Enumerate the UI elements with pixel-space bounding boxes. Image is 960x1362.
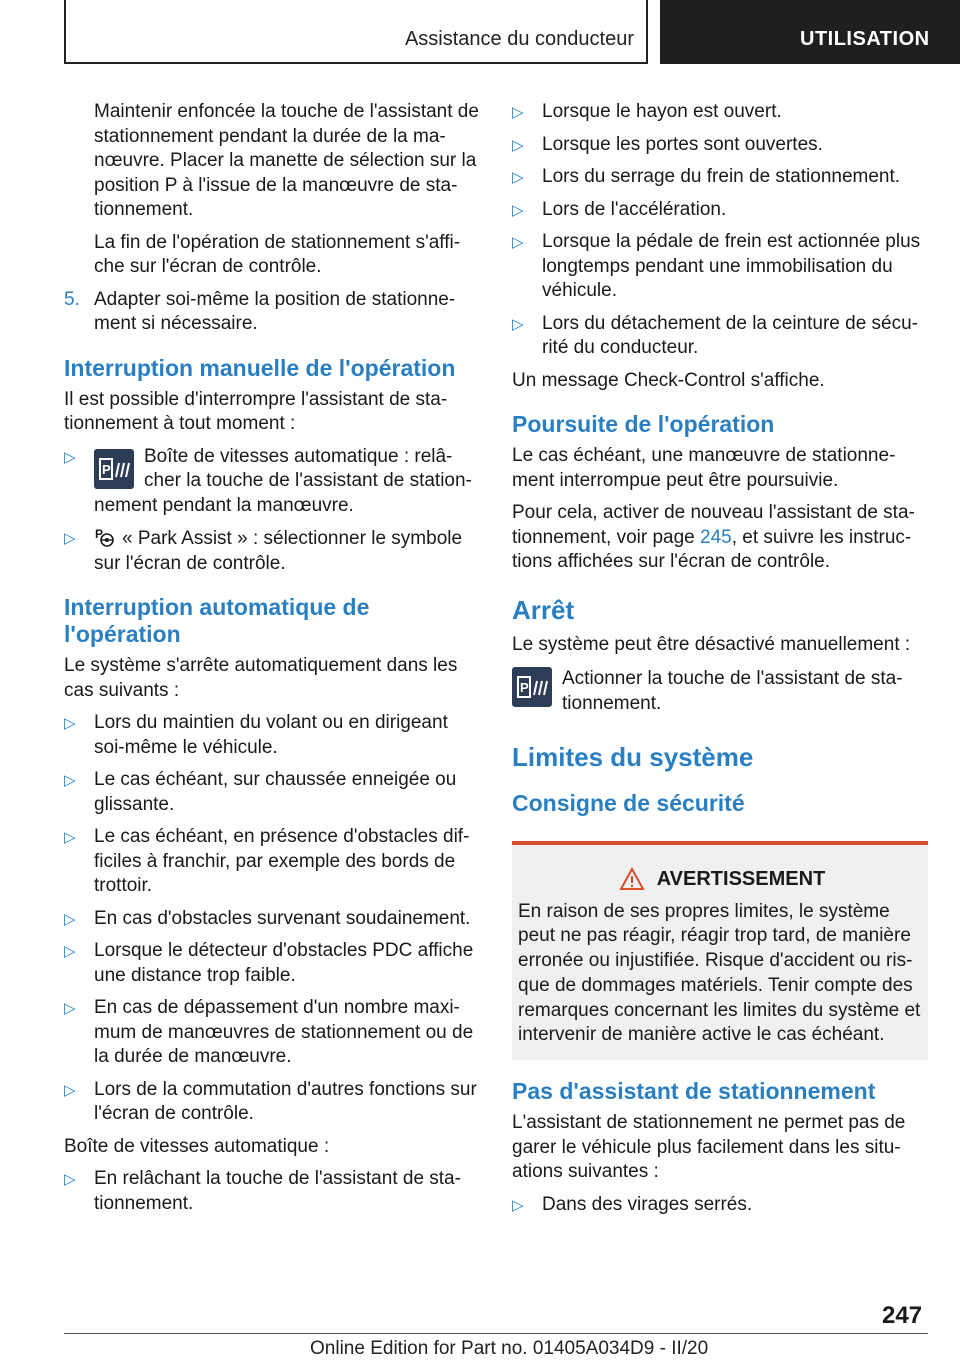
park-assist-symbol-icon: [94, 526, 116, 548]
triangle-right-icon: ▷: [64, 530, 76, 547]
park-assist-button-icon: [512, 667, 552, 707]
section-heading: Arrêt: [512, 594, 575, 625]
action-text: Actionner la touche de l'assistant de sta‐ tionnement.: [562, 668, 903, 714]
triangle-right-icon: ▷: [64, 1171, 76, 1188]
list-item-text: Lorsque le hayon est ouvert.: [542, 101, 782, 122]
list-item: [64, 1078, 482, 1127]
list-item-text: Le cas échéant, sur chaussée enneigée ou glissante.: [94, 769, 457, 815]
list-item: [64, 768, 482, 817]
list-item-text: En cas d'obstacles survenant soudainement.: [94, 907, 471, 929]
list-item: [512, 230, 928, 304]
list-item: [512, 100, 928, 125]
triangle-right-icon: ▷: [512, 315, 524, 333]
paragraph: Boîte de vitesses automatique :: [64, 1135, 330, 1157]
paragraph-text: Pour cela, activer de nouveau l'assistant de sta‐ tionnement, voir page: [512, 502, 915, 548]
triangle-right-icon: ▷: [512, 1196, 524, 1214]
list-item: [512, 133, 928, 158]
warning-title-text: AVERTISSEMENT: [656, 868, 826, 890]
page-reference-link[interactable]: 245: [700, 526, 732, 548]
page-number: 247: [882, 1302, 923, 1329]
list-item-text: « Park Assist » : sélectionner le symbole sur l'écran de contrôle.: [94, 528, 463, 574]
list-item-text: Lorsque le détecteur d'obstacles PDC affiche une distance trop faible.: [94, 940, 474, 986]
list-item-text: Lors de la commutation d'autres fonctions sur l'écran de contrôle.: [94, 1078, 477, 1124]
list-item-text: Le cas échéant, en présence d'obstacles dif‐ ficiles à franchir, par exemple des bords de trottoir.: [94, 826, 470, 896]
list-item-text: Lors de l'accélération.: [542, 198, 727, 220]
action-step: [512, 667, 928, 716]
paragraph: Un message Check-Control s'affiche.: [512, 369, 825, 391]
list-item-text: Lors du serrage du frein de stationnement.: [542, 166, 901, 187]
list-item: [64, 939, 482, 988]
paragraph: Il est possible d'interrompre l'assistant de sta‐ tionnement à tout moment :: [64, 388, 448, 434]
paragraph: L'assistant de stationnement ne permet pas de garer le véhicule plus facilement dans les situ‐ ations suivantes :: [512, 1112, 906, 1183]
list-item: [64, 907, 482, 932]
step-number: 5.: [64, 288, 80, 310]
list-item: [512, 312, 928, 361]
header-section-box: [64, 0, 648, 64]
paragraph: Le système s'arrête automatiquement dans les cas suivants :: [64, 655, 458, 701]
paragraph-text: , et suivre les instruc‐ tions affichées sur l'écran de contrôle.: [512, 526, 912, 572]
list-item: [512, 1193, 928, 1218]
header-section-title: Assistance du conducteur: [404, 28, 634, 50]
park-assist-button-icon: [94, 449, 134, 489]
section-heading: Interruption manuelle de l'opération: [64, 354, 456, 381]
paragraph: Le cas échéant, une manœuvre de stationne‐ ment interrompue peut être poursuivie.: [512, 445, 896, 491]
list-item: [64, 711, 482, 760]
left-column: [64, 100, 482, 1224]
step-text: Adapter soi-même la position de stationne‐ ment si nécessaire.: [94, 288, 456, 334]
paragraph: [512, 501, 928, 575]
right-column: [512, 100, 928, 1225]
svg-text:P: P: [520, 680, 529, 695]
section-heading: Pas d'assistant de stationnement: [512, 1078, 876, 1105]
list-item-text: Lors du détachement de la ceinture de sécu‐ rité du conducteur.: [542, 312, 919, 358]
triangle-right-icon: ▷: [64, 910, 76, 928]
bullet-list: [64, 711, 482, 1127]
triangle-right-icon: ▷: [512, 234, 524, 251]
list-item: [512, 198, 928, 223]
warning-text: En raison de ses propres limites, le système peut ne pas réagir, réagir trop tard, de manière erronée ou injustifiée. Risque d'accident ou ris‐ que de dommages matériels. Tenir compte des remarques concernant les limites du système et intervenir de manière active le cas échéant.: [518, 900, 921, 1046]
list-item: [64, 825, 482, 899]
list-item: [512, 165, 928, 190]
list-item: [64, 996, 482, 1070]
continuation-paragraph: Maintenir enfoncée la touche de l'assistant de stationnement pendant la durée de la ma‐ nœuvre. Placer la manette de sélection sur la position P à l'issue de la manœuvre de sta‐ tionnement.: [94, 101, 479, 220]
triangle-right-icon: ▷: [64, 715, 76, 732]
numbered-step: [64, 288, 482, 337]
triangle-right-icon: ▷: [512, 104, 524, 121]
list-item: [64, 445, 482, 519]
bullet-list: [64, 445, 482, 577]
section-heading: Interruption automatique de l'opération: [64, 594, 370, 647]
triangle-right-icon: ▷: [64, 448, 76, 466]
footer-divider: [64, 1333, 928, 1334]
list-item-text: Boîte de vitesses automatique : relâ‐ cher la touche de l'assistant de station‐ nement pendant la manœuvre.: [94, 445, 472, 516]
list-item-text: Lors du maintien du volant ou en dirigeant soi-même le véhicule.: [94, 712, 448, 758]
list-item: [64, 526, 482, 576]
svg-text:P: P: [95, 527, 104, 541]
warning-box: [512, 841, 928, 1060]
list-item-text: Dans des virages serrés.: [542, 1193, 753, 1215]
footer-edition: Online Edition for Part no. 01405A034D9 - II/20: [310, 1338, 709, 1359]
paragraph: Le système peut être désactivé manuellement :: [512, 633, 911, 655]
triangle-right-icon: ▷: [512, 201, 524, 219]
list-item-text: Lorsque la pédale de frein est actionnée plus longtemps pendant une immobilisation du véhicule.: [542, 231, 921, 301]
triangle-right-icon: ▷: [64, 943, 76, 960]
section-heading: Consigne de sécurité: [512, 790, 745, 816]
warning-title: [518, 867, 922, 892]
warning-triangle-icon: [619, 867, 645, 891]
list-item-text: En relâchant la touche de l'assistant de sta‐ tionnement.: [94, 1168, 461, 1214]
triangle-right-icon: ▷: [512, 136, 524, 154]
continuation-paragraph: La fin de l'opération de stationnement s'affi‐ che sur l'écran de contrôle.: [94, 231, 461, 277]
triangle-right-icon: ▷: [64, 829, 76, 846]
header-chapter-box: [660, 0, 960, 64]
section-heading: Poursuite de l'opération: [512, 411, 775, 437]
bullet-list: [512, 1193, 928, 1218]
triangle-right-icon: ▷: [512, 169, 524, 186]
list-item: [64, 1167, 482, 1216]
list-item-text: En cas de dépassement d'un nombre maxi‐ mum de manœuvres de stationnement ou de la durée de manœuvre.: [94, 997, 474, 1067]
header-chapter-title: UTILISATION: [800, 28, 930, 50]
svg-text:P: P: [102, 461, 111, 477]
triangle-right-icon: ▷: [64, 772, 76, 789]
triangle-right-icon: ▷: [64, 1081, 76, 1099]
triangle-right-icon: ▷: [64, 1000, 76, 1017]
bullet-list: [64, 1167, 482, 1216]
list-item-text: Lorsque les portes sont ouvertes.: [542, 133, 823, 155]
bullet-list: [512, 100, 928, 361]
chapter-heading: Limites du système: [512, 742, 754, 772]
